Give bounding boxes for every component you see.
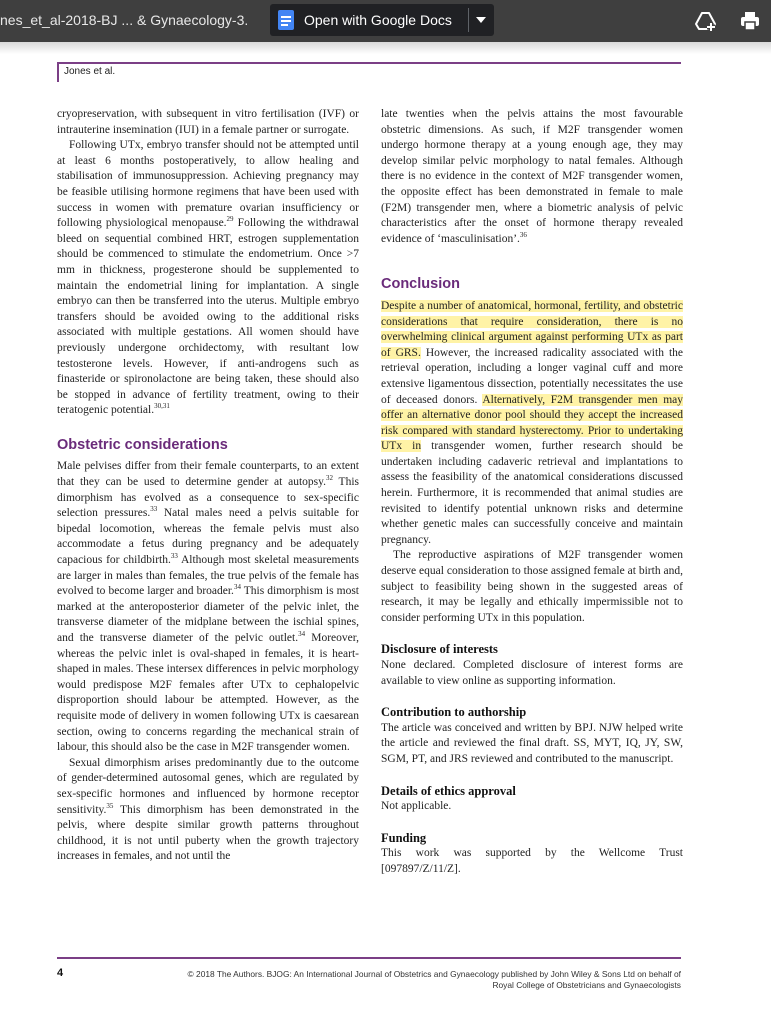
citation: 36 — [519, 230, 527, 239]
paragraph: This work was supported by the Wellcome Trust [097897/Z/11/Z]. — [381, 847, 683, 875]
text: However, the increased radicality associated with the retrieval operation, including a longer vaginal cuff and more extensive ligamentous dissection, potentially necessitates the use of deceased donors. — [381, 346, 683, 406]
text: Following UTx, embryo transfer should not be attempted until at least 6 months postoperatively, to allow healing and stabilisation of immunosuppression. Achieving pregnancy may be feasible utilising hormone regimens that have been used with success in women with premature ovarian insufficiency or following physiological menopause. — [57, 139, 359, 230]
footer-rule — [57, 957, 681, 959]
subheading-disclosure: Disclosure of interests — [381, 642, 498, 657]
citation: 35 — [106, 801, 114, 810]
open-with-google-docs-button[interactable] — [270, 4, 494, 36]
text: late twenties when the pelvis attains the most favourable obstetric dimensions. As such, if M2F transgender women undergo hormone therapy at a young enough age, they may develop similar pelvic morphology to natal females. Although there is no evidence in the context of M2F transgender women, the opposite effect has been demonstrated in female to male (F2M) transgender men, where a biometric analysis of pelvic characteristics after the onset of hormone therapy revealed evidence of ‘masculinisation’. — [381, 108, 683, 245]
text: Natal males need a pelvis suitable for bipedal locomotion, whereas the female pelvis must also accommodate a fetus during pregnancy and be adequately capacious for childbirth. — [57, 507, 359, 567]
citation: 33 — [170, 552, 178, 561]
print-icon[interactable] — [738, 9, 762, 33]
left-column — [57, 107, 359, 865]
subheading-ethics: Details of ethics approval — [381, 783, 516, 798]
text: cryopreservation, with subsequent in vitro fertilisation (IVF) or intrauterine insemination (IUI) in a female partner or surrogate. — [57, 108, 359, 136]
copyright-line: © 2018 The Authors. BJOG: An International Journal of Obstetrics and Gynaecology published by John Wiley & Sons Ltd on behalf of — [187, 969, 681, 979]
button-divider — [468, 8, 469, 32]
page-number: 4 — [57, 967, 64, 979]
paragraph — [57, 459, 359, 755]
subheading-funding: Funding — [381, 830, 427, 845]
paragraph — [57, 756, 359, 865]
paragraph — [57, 138, 359, 419]
highlight: Despite a number of anatomical, hormonal, fertility, and obstetric considerations that require consideration, there is no overwhelming clinical argument against performing UTx as part of GRS. — [381, 299, 683, 359]
header-rule — [57, 62, 681, 64]
open-with-label: Open with Google Docs — [304, 12, 452, 28]
citation: 29 — [226, 215, 234, 224]
running-head: Jones et al. — [64, 66, 116, 77]
header-bar — [57, 62, 59, 82]
citation: 33 — [150, 505, 158, 514]
text: The reproductive aspirations of M2F transgender women deserve equal consideration to those assigned female at birth and, subject to feasibility being shown in the suggested areas of research, it may be legally and ethically impermissible not to consider performing UTx in this population. — [381, 549, 683, 624]
section-heading-conclusion: Conclusion — [381, 276, 460, 293]
text: Male pelvises differ from their female counterparts, to an extent that they can be used to determine gender at autopsy. — [57, 460, 359, 489]
right-column — [381, 107, 683, 878]
chevron-down-icon[interactable] — [476, 17, 486, 23]
add-to-drive-icon[interactable] — [694, 9, 718, 33]
section-heading-obstetric: Obstetric considerations — [57, 436, 228, 453]
paragraph: Not applicable. — [381, 800, 452, 813]
paragraph — [57, 107, 359, 138]
page-shadow — [0, 42, 771, 54]
copyright-line: Royal College of Obstetricians and Gynaecologists — [492, 980, 681, 990]
text: This dimorphism has been demonstrated in the pelvis, where despite similar growth patterns throughout childhood, it is not until puberty when the growth trajectory increases in females, and not until the — [57, 803, 359, 863]
citation: 34 — [298, 630, 306, 638]
highlight: Alternatively, F2M transgender men may offer an alternative donor pool should they accept the increased risk compared with standard hysterectomy. Prior to undertaking UTx in — [381, 393, 683, 453]
text: Following the withdrawal bleed on sequential combined HRT, estrogen supplementation should be commenced to stimulate the endometrium. Once >7 mm in thickness, progesterone should be supplemented to maintain the endometrial lining for implantation. A single embryo can then be transferred into the uterus. Multiple embryo transfers should be avoided owing to the additional risks associated with multiple gestations. All women should have previously undergone orchidectomy, with resultant low testosterone levels. However, if anti-androgens such as finasteride or spironolactone are being taken, these should also be stopped in advance of fertility treatment, owing to their teratogenic potential. — [57, 217, 359, 417]
text: transgender women, further research should be undertaken including cadaveric retrieval and implantations to assess the feasibility of the anatomical considerations discussed herein. Furthermore, it is recommended that animal studies are revisited to identify potential unknown risks and determine whether genetic males can successfully conceive and maintain pregnancy. — [381, 440, 683, 546]
viewer-toolbar — [0, 0, 771, 42]
text: This dimorphism has evolved as a consequence to sex-specific selection pressures. — [57, 476, 359, 520]
text: Moreover, whereas the pelvic inlet is oval-shaped in females, it is heart-shaped in males. These intersex differences in pelvic morphology would predispose M2F females after UTx to cephalopelvic disproportion should labour be attempted. However, as the requisite mode of delivery in women following UTx is caesarean section, owing to concerns regarding the mechanical strain of labour, this should also be the case in M2F transgender women. — [57, 632, 359, 754]
file-title: nes_et_al-2018-BJ ... & Gynaecology-3. — [0, 12, 249, 28]
paragraph: The article was conceived and written by BPJ. NJW helped write the article and reviewed the final draft. SS, MYT, IQ, JY, SW, SGM, PT, and JRS reviewed and contributed to the manuscript. — [381, 721, 683, 765]
paragraph — [381, 299, 683, 549]
citation: 30,31 — [154, 402, 170, 411]
paragraph — [381, 548, 683, 626]
paragraph: None declared. Completed disclosure of interest forms are available to view online as supporting information. — [381, 659, 683, 687]
text: This dimorphism is most marked at the anteroposterior diameter of the pelvic inlet, the transverse diameter of the midplane between the ischial spines, and the transverse diameter of the pelvic outlet. — [57, 585, 359, 644]
subheading-authorship: Contribution to authorship — [381, 705, 527, 720]
citation: 34 — [233, 583, 241, 592]
citation: 32 — [326, 474, 334, 483]
google-docs-icon — [278, 10, 294, 30]
text: Sexual dimorphism arises predominantly due to the outcome of gender-determined autosomal genes, which are regulated by sex-specific hormones and influenced by hormone receptor sensitivity. — [57, 756, 359, 816]
text: Although most skeletal measurements are larger in males than females, the true pelvis of the female has evolved to become larger and broader. — [57, 554, 359, 598]
paragraph — [381, 107, 683, 247]
copyright-notice — [130, 969, 681, 991]
